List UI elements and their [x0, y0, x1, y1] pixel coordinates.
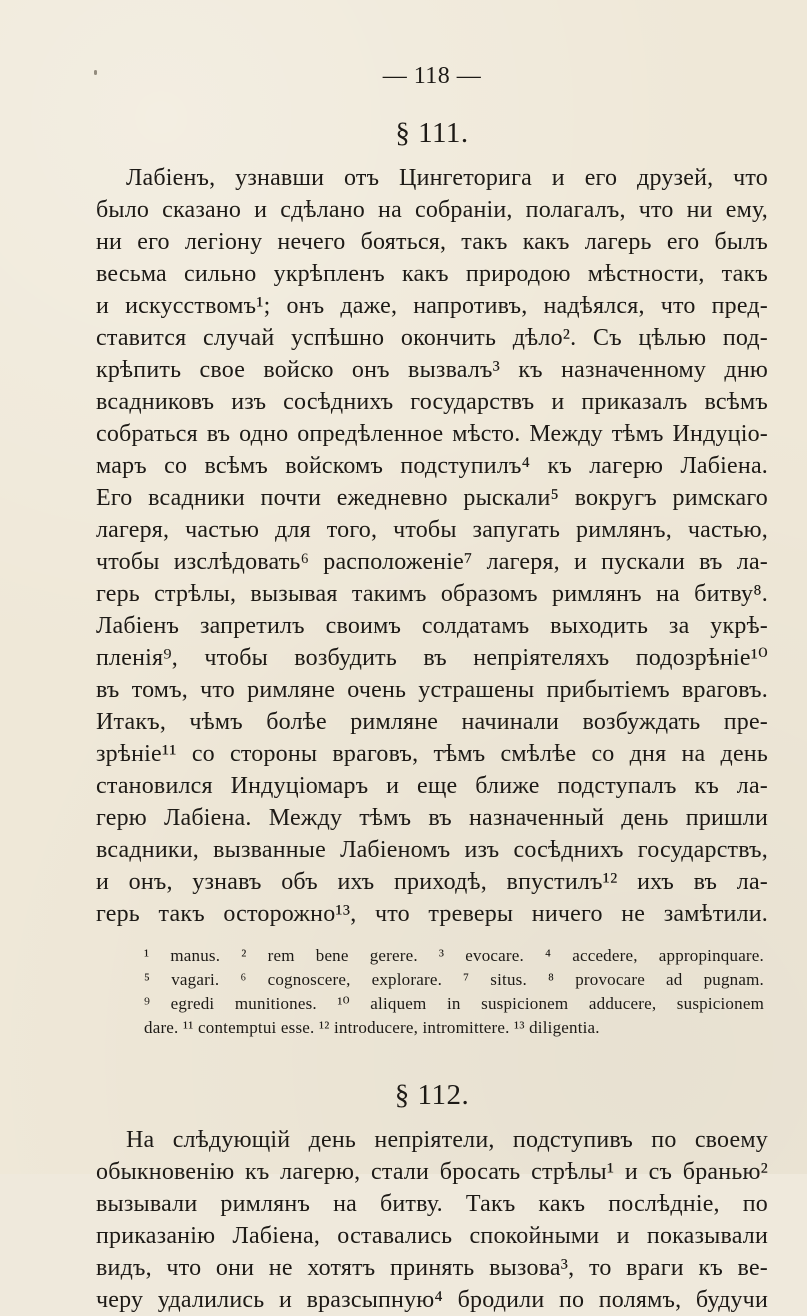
text-line: въ томъ, что римляне очень устрашены прибытіемъ враговъ. [96, 677, 768, 703]
text-line: и онъ, узнавъ объ ихъ приходѣ, впустилъ¹² ихъ въ ла- [96, 869, 768, 895]
text-line: герь такъ осторожно¹³, что треверы ничего не замѣтили. [96, 901, 768, 927]
text-line: обыкновенію къ лагерю, стали бросать стрѣлы¹ и съ бранью² [96, 1159, 768, 1185]
text-line: черу удалились и вразсыпную⁴ бродили по полямъ, будучи [96, 1287, 768, 1313]
text-line: пленія⁹, чтобы возбудить въ непріятеляхъ подозрѣніе¹⁰ [96, 645, 768, 671]
text-line: собраться въ одно опредѣленное мѣсто. Между тѣмъ Индуціо- [96, 421, 768, 447]
text-line: крѣпить свое войско онъ вызвалъ³ къ назначенному дню [96, 357, 768, 383]
text-line: всадники, вызванные Лабіеномъ изъ сосѣднихъ государствъ, [96, 837, 768, 863]
text-line: было сказано и сдѣлано на собраніи, полагалъ, что ни ему, [96, 197, 768, 223]
section-111-text [96, 162, 768, 930]
text-line: ни его легіону нечего бояться, такъ какъ лагерь его былъ [96, 229, 768, 255]
footnote-line: dare. ¹¹ contemptui esse. ¹² introducere, intromittere. ¹³ diligentia. [144, 1018, 600, 1037]
page-number: — 118 — [382, 63, 482, 89]
text-line: вызывали римлянъ на битву. Такъ какъ послѣдніе, по [96, 1191, 768, 1217]
text-line: приказанію Лабіена, оставались спокойными и показывали [96, 1223, 768, 1249]
text-line: На слѣдующій день непріятели, подступивъ по своему [126, 1127, 768, 1153]
text-line: и искусствомъ¹; онъ даже, напротивъ, надѣялся, что пред- [96, 293, 768, 319]
text-line: лагеря, частью для того, чтобы запугать римлянъ, частью, [96, 517, 768, 543]
text-line: маръ со всѣмъ войскомъ подступилъ⁴ къ лагерю Лабіена. [96, 453, 768, 479]
text-line: Лабіенъ, узнавши отъ Цингеторига и его друзей, что [126, 165, 768, 191]
section-heading-112: § 112. [394, 1079, 470, 1111]
text-line: чтобы изслѣдовать⁶ расположеніе⁷ лагеря, и пускали въ ла- [96, 549, 768, 575]
text-line: герю Лабіена. Между тѣмъ въ назначенный день пришли [96, 805, 768, 831]
section-112-text [96, 1124, 768, 1316]
text-line: Итакъ, чѣмъ болѣе римляне начинали возбуждать пре- [96, 709, 768, 735]
text-line: всадниковъ изъ сосѣднихъ государствъ и приказалъ всѣмъ [96, 389, 768, 415]
page-content [96, 60, 768, 1316]
section-heading-111: § 111. [395, 117, 469, 149]
footnote-line: ⁹ egredi munitiones. ¹⁰ aliquem in suspicionem adducere, suspicionem [144, 994, 764, 1013]
text-line: видъ, что они не хотятъ принять вызова³, то враги къ ве- [96, 1255, 768, 1281]
text-line: становился Индуціомаръ и еще ближе подступалъ къ ла- [96, 773, 768, 799]
footnote-line: ⁵ vagari. ⁶ cognoscere, explorare. ⁷ situs. ⁸ provocare ad pugnam. [144, 970, 764, 989]
text-line: герь стрѣлы, вызывая такимъ образомъ римлянъ на битву⁸. [96, 581, 768, 607]
text-line: ставится случай успѣшно окончить дѣло². Съ цѣлью под- [96, 325, 768, 351]
section-111-footnotes [144, 944, 764, 1040]
text-line: Лабіенъ запретилъ своимъ солдатамъ выходить за укрѣ- [96, 613, 768, 639]
text-line: Его всадники почти ежедневно рыскали⁵ вокругъ римскаго [96, 485, 768, 511]
section-gap [96, 1040, 768, 1054]
footnote-line: ¹ manus. ² rem bene gerere. ³ evocare. ⁴ accedere, appropinquare. [144, 946, 764, 965]
text-line: зрѣніе¹¹ со стороны враговъ, тѣмъ смѣлѣе со дня на день [96, 741, 768, 767]
text-line: весьма сильно укрѣпленъ какъ природою мѣстности, такъ [96, 261, 768, 287]
